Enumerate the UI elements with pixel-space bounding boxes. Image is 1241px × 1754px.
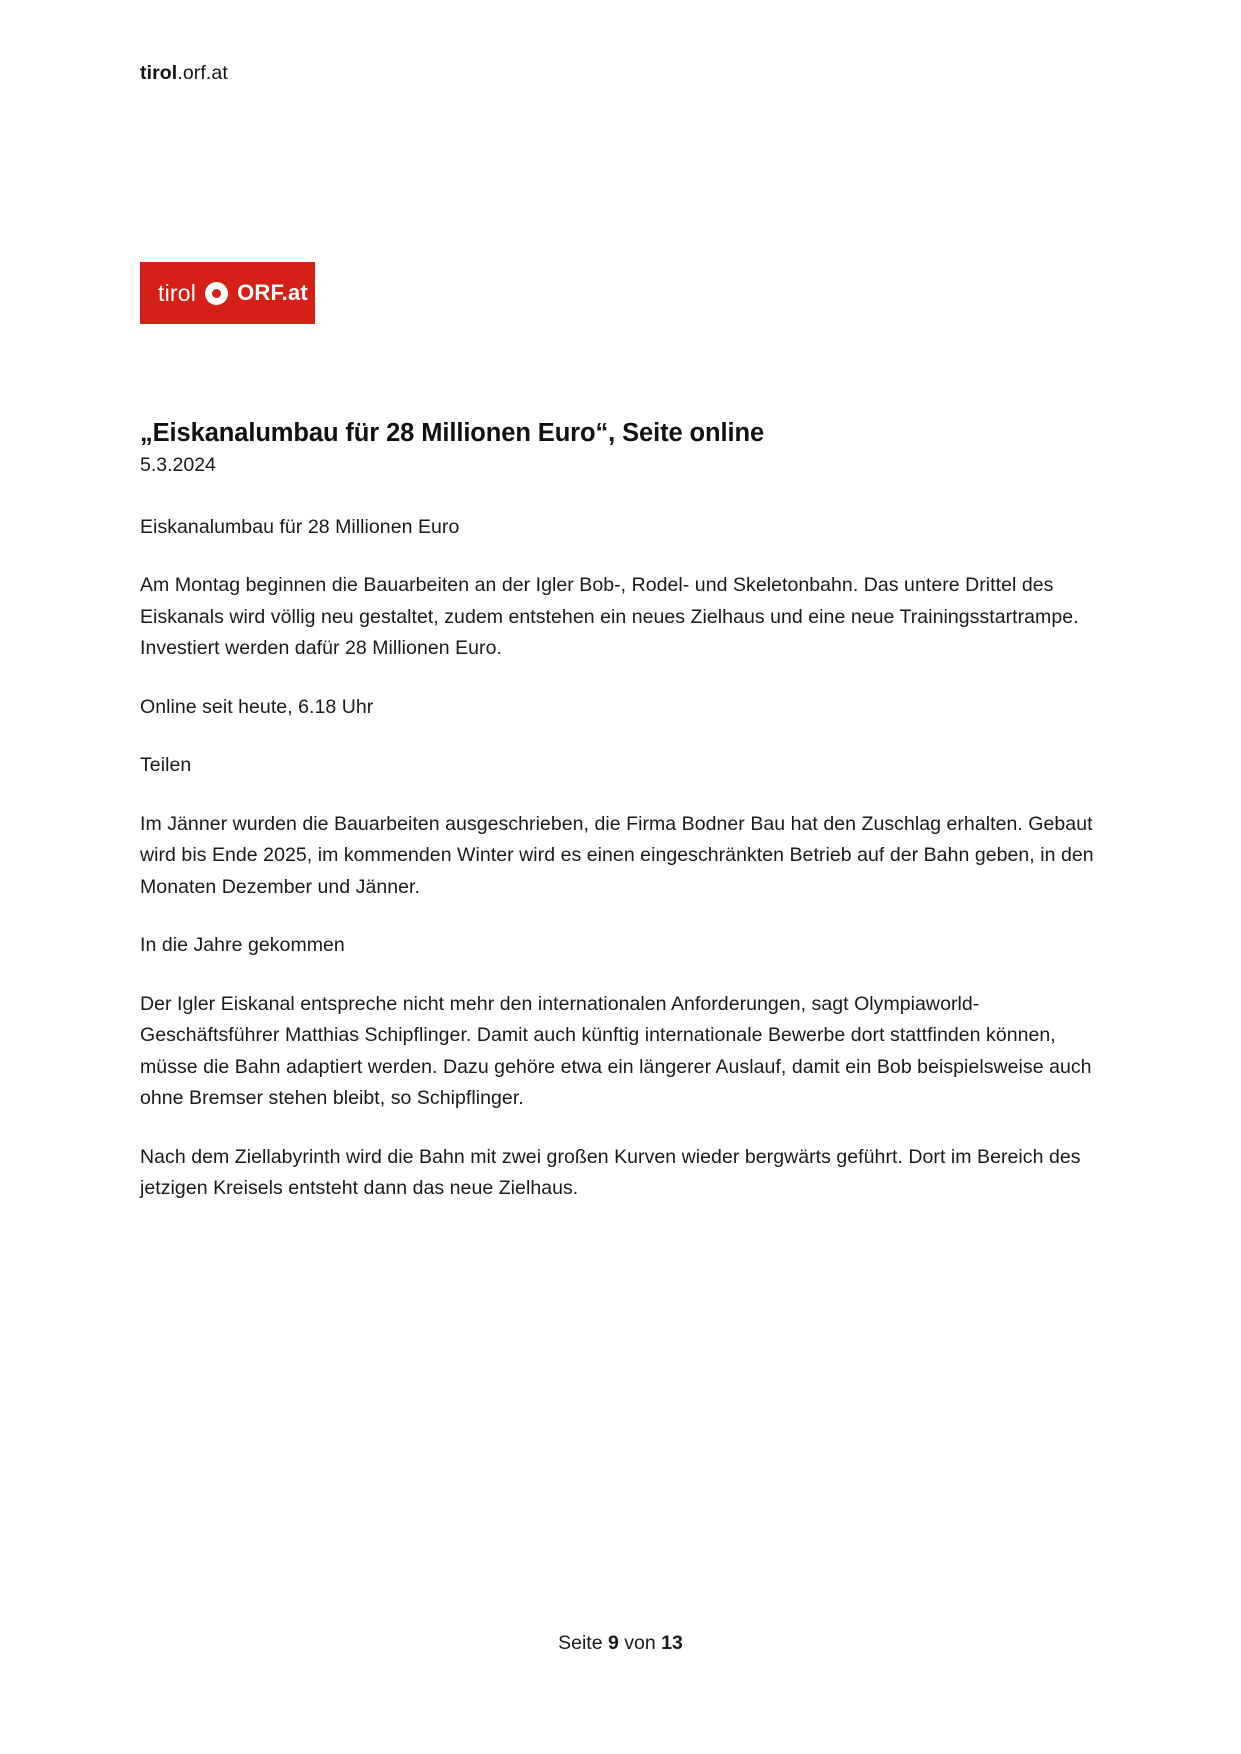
article-content [140, 418, 1105, 1205]
footer-current-page: 9 [608, 1632, 619, 1654]
article-paragraph: Eiskanalumbau für 28 Millionen Euro [140, 515, 460, 538]
logo-orf-text: ORF.at [237, 280, 308, 305]
running-header [140, 62, 228, 85]
orf-tirol-logo [140, 262, 315, 324]
running-header-site-strong: tirol [140, 62, 178, 84]
footer-prefix: Seite [558, 1632, 603, 1654]
article-subheading: In die Jahre gekommen [140, 934, 345, 957]
article-paragraph: Am Montag beginnen die Bauarbeiten an der Igler Bob-, Rodel- und Skeletonbahn. Das untere Drittel des Eiskanals wird völlig neu gestaltet, zudem entstehen ein neues Zielhaus und eine neue Trainingsstartrampe. Investiert werden dafür 28 Millionen Euro. [140, 574, 1079, 660]
footer-middle: von [624, 1632, 656, 1654]
article-paragraph: Nach dem Ziellabyrinth wird die Bahn mit zwei großen Kurven wieder bergwärts geführt. Dort im Bereich des jetzigen Kreisels entsteht dann das neue Zielhaus. [140, 1145, 1081, 1200]
footer-total-pages: 13 [661, 1632, 683, 1654]
article-paragraph: Im Jänner wurden die Bauarbeiten ausgeschrieben, die Firma Bodner Bau hat den Zuschlag erhalten. Gebaut wird bis Ende 2025, im kommenden Winter wird es einen eingeschränkten Betrieb auf der Bahn geben, in den Monaten Dezember und Jänner. [140, 812, 1094, 898]
article-paragraph: Online seit heute, 6.18 Uhr [140, 695, 374, 718]
article-paragraph: Der Igler Eiskanal entspreche nicht mehr den internationalen Anforderungen, sagt Olympiaworld-Geschäftsführer Matthias Schipflinger. Damit auch künftig internationale Bewerbe dort stattfinden können, müsse die Bahn adaptiert werden. Dazu gehöre etwa ein längerer Auslauf, damit ein Bob beispielsweise auch ohne Bremser stehen bleibt, so Schipflinger. [140, 992, 1092, 1110]
article-share-label: Teilen [140, 754, 192, 777]
running-header-site-light: .orf.at [177, 62, 228, 84]
orf-eye-icon [205, 282, 228, 305]
logo-tirol-text: tirol [158, 279, 197, 306]
page-title: „Eiskanalumbau für 28 Millionen Euro“, Seite online [140, 419, 765, 447]
page-footer [0, 1632, 1241, 1655]
article-date: 5.3.2024 [140, 453, 216, 476]
